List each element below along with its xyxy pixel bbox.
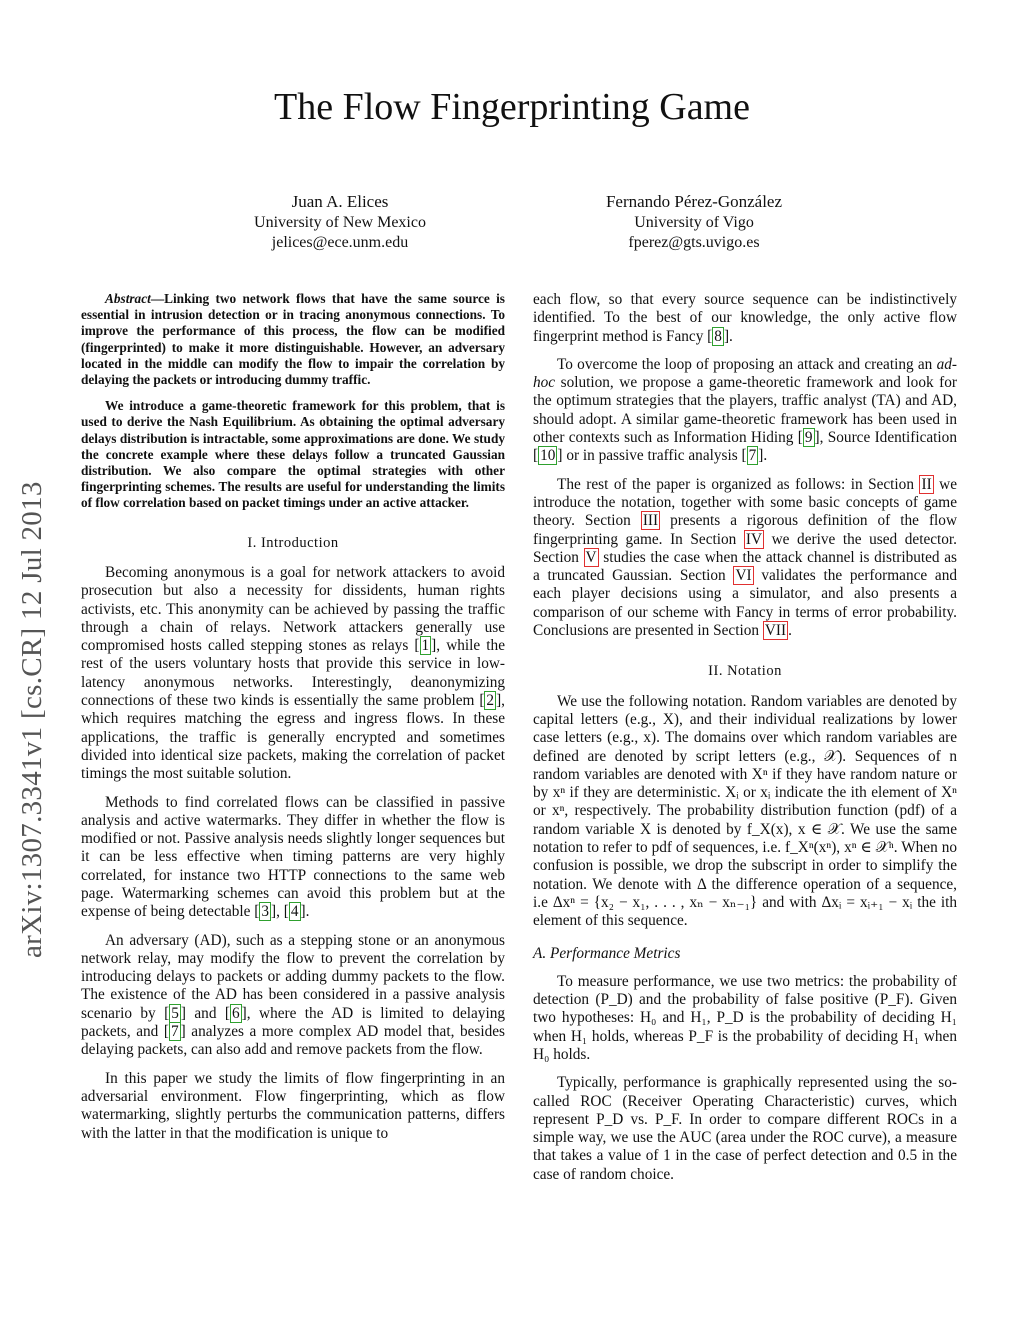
citation-link[interactable]: 5 [171, 1004, 179, 1022]
performance-paragraph-2: Typically, performance is graphically represented using the so-called ROC (Receiver Operating Characteristic) curves, which represent P_D vs. P_F. In order to compare different ROCs in a simple way, we use the AUC (area under the ROC curve), a measure that takes a value of 1 in the case of perfect detection and 0.5 in the case of random choice. [533, 1074, 957, 1183]
intro-paragraph-5: To overcome the loop of proposing an attack and creating an ad-hoc solution, we propose a game-theoretic framework and look for the optimum strategies that the players, traffic analyst (TA) and AD, should adopt. A similar game-theoretic framework has been used in other contexts such as Information Hiding [ 9 ], Source Identification [ 10 ] or in passive traffic analysis [ 7 ]. [533, 355, 957, 465]
section-link[interactable]: VII [764, 622, 787, 640]
section-link[interactable]: V [585, 548, 597, 566]
section-heading-introduction: I. Introduction [247, 534, 339, 551]
section-link[interactable]: II [921, 475, 932, 493]
author-affiliation: University of Vigo [634, 213, 754, 231]
author-email[interactable]: fperez@gts.uvigo.es [628, 234, 760, 251]
arxiv-identifier[interactable]: arXiv:1307.3341v1 [cs.CR] 12 Jul 2013 [16, 481, 48, 958]
citation-link[interactable]: 10 [540, 447, 556, 465]
intro-paragraph-1: Becoming anonymous is a goal for network attackers to avoid prosecution but also a necessity for dissidents, human rights activists, etc. This anonymity can be achieved by passing the traffic through a chain of relays. Network attackers generally use compromised hosts called stepping stones as relays [ 1 ], while the rest of the users voluntary hosts that provide this service in low-latency anonymous networks. Interestingly, deanonymizing connections of these two kinds is essentially the same problem [ 2 ], which requires matching the egress and ingress flows. In these applications, the traffic is generally encrypted and sometimes divided into identical size packets, making the correlation of packet timings the most suitable solution. [81, 563, 505, 783]
citation-link[interactable]: 6 [232, 1004, 240, 1022]
intro-paragraph-4: In this paper we study the limits of flow fingerprinting in an adversarial environment. Flow fingerprinting, which as flow watermarking, slightly perturbs the communication patterns, differs with the latter in that the modification is unique to [81, 1069, 505, 1142]
author-name: Fernando Pérez-González [605, 192, 783, 211]
abstract-label: Abstract [105, 291, 151, 306]
intro-paragraph-4-cont: each flow, so that every source sequence can be indistinctively identified. To the best of our knowledge, the only active flow fingerprint method is Fancy [ 8 ]. [533, 291, 957, 345]
abstract-paragraph-1 [81, 291, 505, 388]
section-link[interactable]: IV [745, 530, 763, 548]
author-block-1 [160, 192, 520, 254]
citation-link[interactable]: 9 [804, 429, 813, 447]
abstract-text: —Linking two network flows that have the same source is essential in intrusion detection or in tracing anonymous connections. To improve the performance of this process, the flow can be modified (fingerprinted) to make it more distinguishable. However, an adversary located in the middle can modify the flow to impair the correlation by delaying the packets or introducing dummy traffic. [81, 291, 505, 388]
abstract-paragraph-2: We introduce a game-theoretic framework for this problem, that is used to derive the Nash Equilibrium. As obtaining the optimal adversary delays distribution is intractable, some approximations are done. We study the concrete example where these delays follow a truncated Gaussian distribution. We also compare the optimal strategies with other fingerprinting schemes. The results are useful for understanding the limits of flow correlation based on packet timings under an active attacker. [81, 398, 505, 511]
subsection-heading-performance: A. Performance Metrics [533, 944, 681, 962]
right-column [533, 291, 957, 1194]
author-affiliation: University of New Mexico [254, 213, 426, 231]
citation-link[interactable]: 3 [261, 903, 270, 921]
author-block-2 [514, 192, 874, 254]
paper-title: The Flow Fingerprinting Game [274, 86, 750, 128]
citation-link[interactable]: 7 [748, 447, 757, 465]
section-heading-notation: II. Notation [708, 663, 782, 680]
section-link[interactable]: III [642, 512, 659, 530]
notation-paragraph: We use the following notation. Random variables are denoted by capital letters (e.g., X), and their individual realizations by lower case letters (e.g., x). The domains over which random variables are defined are denoted by script letters (e.g., 𝒳). Sequences of n random variables are denoted with Xⁿ if they have random nature or by xⁿ if they are deterministic. Xᵢ or xᵢ indicate the ith element of Xⁿ or xⁿ, respectively. The probability distribution function (pdf) of a random variable X is denoted by f_X(x), x ∈ 𝒳. We use the same notation to refer to pdf of sequences, i.e. f_Xⁿ(xⁿ), xⁿ ∈ 𝒳ⁿ. When no confusion is possible, we drop the subscript in order to simplify the notation. We denote with Δ the difference operation of a sequence, i.e Δxⁿ = {x₂ − x₁, . . . , xₙ − xₙ₋₁} and with Δxᵢ = xᵢ₊₁ − xᵢ the ith element of this sequence. [533, 692, 957, 930]
citation-link[interactable]: 7 [170, 1023, 179, 1041]
author-email[interactable]: jelices@ece.unm.edu [271, 234, 409, 251]
section-link[interactable]: VI [735, 567, 752, 585]
citation-link[interactable]: 1 [421, 637, 430, 655]
left-column [81, 291, 505, 1153]
author-name: Juan A. Elices [291, 192, 389, 211]
performance-paragraph-1: To measure performance, we use two metrics: the probability of detection (P_D) and the probability of false positive (P_F). Given two hypotheses: H₀ and H₁, P_D is the probability of deciding H₁ when H₁ holds, whereas P_F is the probability of deciding H₁ when H₀ holds. [533, 972, 957, 1063]
intro-paragraph-3: An adversary (AD), such as a stepping stone or an anonymous network relay, may modify the flow to prevent the correlation by introducing delays to packets or adding dummy packets to the flow. The existence of the AD has been considered in a passive analysis scenario by [ 5 ] and [ 6 ], where the AD is limited to delaying packets, and [ 7 ] analyzes a more complex AD model that, besides delaying packets, can also add and remove packets from the flow. [81, 931, 505, 1059]
citation-link[interactable]: 2 [486, 692, 495, 710]
intro-paragraph-2: Methods to find correlated flows can be classified in passive analysis and active watermarks. They differ in whether the flow is modified or not. Passive analysis needs slightly longer sequences but it can be less effective when timing patterns are very highly correlated, for instance two HTTP connections to the same web page. Watermarking schemes can avoid this problem but at the expense of being detectable [ 3 ], [ 4 ]. [81, 793, 505, 921]
citation-link[interactable]: 8 [714, 327, 722, 345]
intro-paragraph-6: The rest of the paper is organized as follows: in Section II we introduce the notation, together with some basic concepts of game theory. Section III presents a rigorous definition of the flow fingerprinting game. In Section IV we derive the used detector. Section V studies the case when the attack channel is distributed as a truncated Gaussian. Section VI validates the performance and each player decisions using a simulator, and also presents a comparison of our scheme with Fancy in terms of error probability. Conclusions are presented in Section VII . [533, 475, 957, 640]
citation-link[interactable]: 4 [290, 903, 299, 921]
